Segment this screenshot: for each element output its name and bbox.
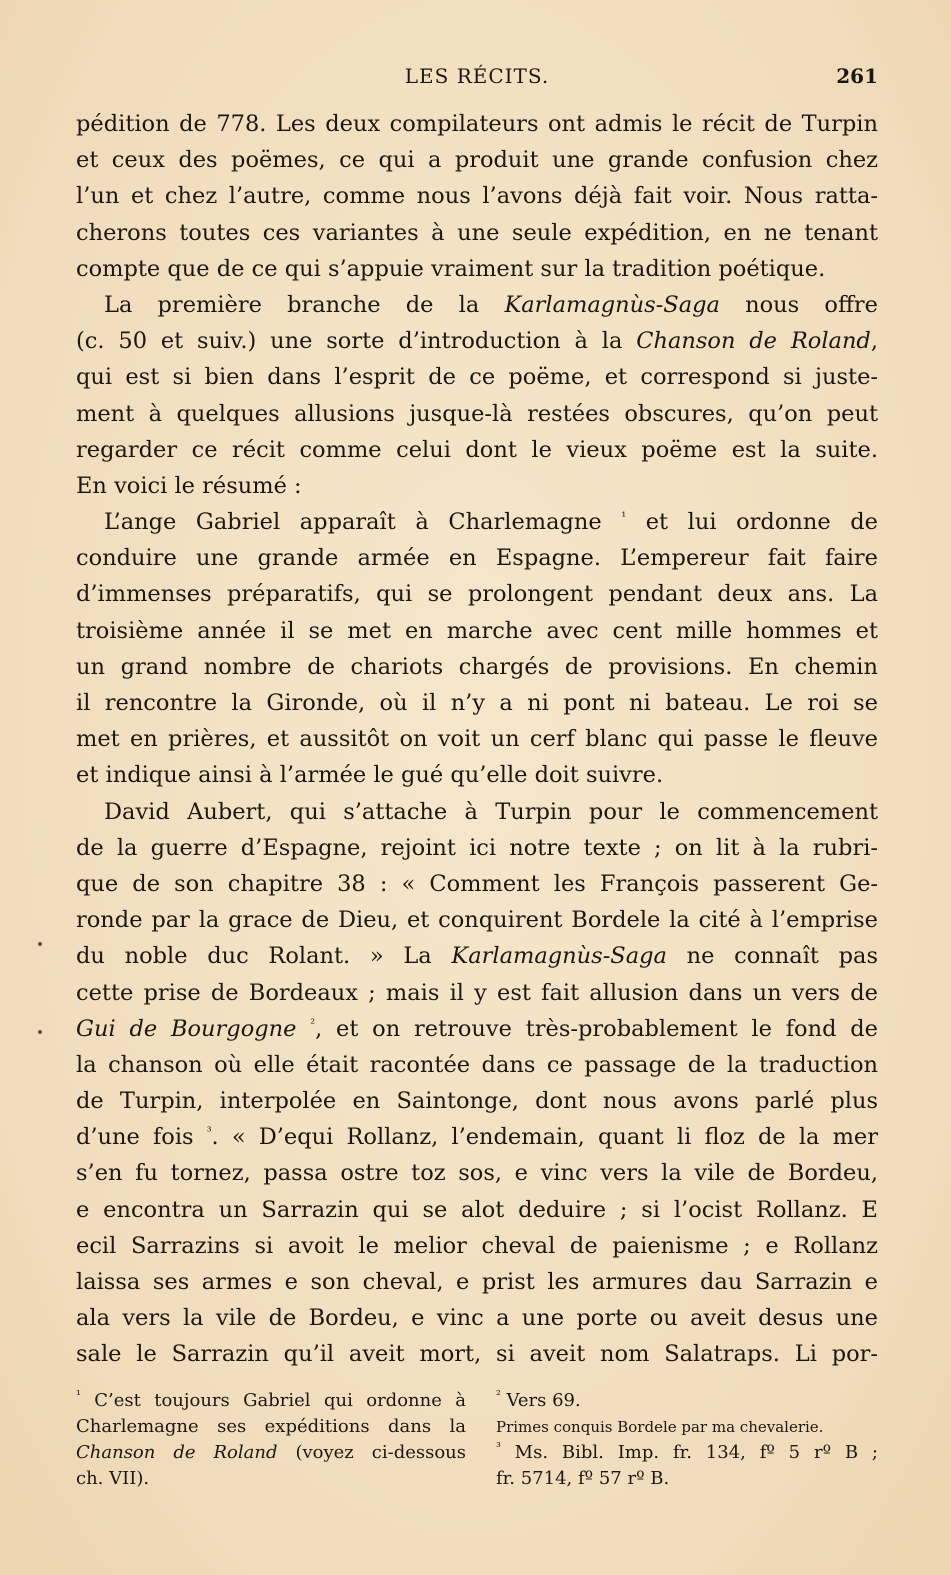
text-line: et indique ainsi à l’armée le gué qu’elle doit suivre. bbox=[76, 762, 664, 789]
text-line: il rencontre la Gironde, où il n’y a ni pont ni bateau. Le roi se bbox=[76, 690, 878, 716]
page-header bbox=[76, 62, 878, 92]
footnote-line: Charlemagne ses expéditions dans la bbox=[76, 1416, 466, 1437]
text-line: ala vers la vile de Bordeu, e vinc a une porte ou aveit desus une bbox=[76, 1305, 878, 1332]
text-line: Gui de Bourgogne $^{^2}$, et on retrouve très-probablement le fond de bbox=[76, 1015, 878, 1042]
text-line: cherons toutes ces variantes à une seule expédition, en ne tenant bbox=[76, 219, 878, 246]
text-line: (c. 50 et suiv.) une sorte d’introduction à la Chanson de Roland, bbox=[76, 328, 878, 355]
text-line: de la guerre d’Espagne, rejoint ici notre texte ; on lit à la rubri- bbox=[76, 834, 878, 861]
footnote-line: $^{^3}$ Ms. Bibl. Imp. fr. 134, fº 5 rº B ; bbox=[496, 1440, 878, 1463]
footnote-verse: Primes conquis Bordele par ma chevalerie. bbox=[496, 1418, 824, 1436]
text-line: En voici le résumé : bbox=[76, 472, 302, 499]
text-line: cette prise de Bordeaux ; mais il y est fait allusion dans un vers de bbox=[76, 979, 878, 1006]
text-line: e encontra un Sarrazin qui se alot deduire ; si l’ocist Rollanz. E bbox=[76, 1196, 878, 1223]
text-line: compte que de ce qui s’appuie vraiment sur la tradition poétique. bbox=[76, 255, 826, 282]
text-line: regarder ce récit comme celui dont le vieux poëme est la suite. bbox=[76, 436, 878, 463]
text-line: pédition de 778. Les deux compilateurs ont admis le récit de Turpin bbox=[76, 111, 878, 137]
text-line: du noble duc Rolant. » La Karlamagnùs-Saga ne connaît pas bbox=[76, 943, 878, 970]
text-line: s’en fu tornez, passa ostre toz sos, e vinc vers la vile de Bordeu, bbox=[76, 1160, 878, 1187]
footnote-line: ch. VII). bbox=[76, 1468, 150, 1489]
text-line: l’un et chez l’autre, comme nous l’avons déjà fait voir. Nous ratta- bbox=[76, 183, 878, 210]
text-line: la chanson où elle était racontée dans ce passage de la traduction bbox=[76, 1051, 878, 1078]
margin-mark bbox=[38, 942, 42, 946]
text-line: ronde par la grace de Dieu, et conquirent Bordele la cité à l’emprise bbox=[76, 907, 878, 934]
page-number: 261 bbox=[836, 64, 878, 88]
footnote-line: Chanson de Roland (voyez ci-dessous bbox=[76, 1442, 466, 1463]
text-line: met en prières, et aussitôt on voit un cerf blanc qui passe le fleuve bbox=[76, 726, 878, 753]
text-line: qui est si bien dans l’esprit de ce poëme, et correspond si juste- bbox=[76, 364, 878, 391]
text-line: L’ange Gabriel apparaît à Charlemagne $^{^1}$ et lui ordonne de bbox=[104, 509, 878, 536]
body-text bbox=[76, 106, 878, 1373]
text-line: ment à quelques allusions jusque-là restées obscures, qu’on peut bbox=[76, 400, 878, 427]
text-line: que de son chapitre 38 : « Comment les François passerent Ge- bbox=[76, 870, 878, 897]
footnote-line: $^{^1}$ C’est toujours Gabriel qui ordonne à bbox=[76, 1388, 466, 1411]
text-line: de Turpin, interpolée en Saintonge, dont nous avons parlé plus bbox=[76, 1088, 878, 1115]
text-line: La première branche de la Karlamagnùs-Saga nous offre bbox=[104, 291, 878, 318]
text-line: sale le Sarrazin qu’il aveit mort, si aveit nom Salatraps. Li por- bbox=[76, 1341, 878, 1368]
running-title: LES RÉCITS. bbox=[404, 64, 550, 88]
text-line: David Aubert, qui s’attache à Turpin pour le commencement bbox=[104, 798, 878, 825]
text-line: d’immenses préparatifs, qui se prolongent pendant deux ans. La bbox=[76, 581, 878, 608]
text-line: troisième année il se met en marche avec cent mille hommes et bbox=[76, 617, 878, 644]
text-line: un grand nombre de chariots chargés de provisions. En chemin bbox=[76, 653, 878, 680]
text-line: d’une fois $^{^3}$. « D’equi Rollanz, l’endemain, quant li floz de la mer bbox=[76, 1124, 878, 1151]
footnote-line: $^{^2}$ Vers 69. bbox=[496, 1388, 581, 1411]
footnote-line: fr. 5714, fº 57 rº B. bbox=[496, 1468, 670, 1489]
text-line: conduire une grande armée en Espagne. L’empereur fait faire bbox=[76, 545, 878, 572]
text-line: ecil Sarrazins si avoit le melior cheval de paienisme ; e Rollanz bbox=[76, 1232, 878, 1259]
text-line: et ceux des poëmes, ce qui a produit une grande confusion chez bbox=[76, 147, 878, 174]
text-line: laissa ses armes e son cheval, e prist les armures dau Sarrazin e bbox=[76, 1269, 878, 1295]
margin-mark bbox=[38, 1030, 42, 1034]
footnotes-right-column bbox=[496, 1388, 878, 1492]
footnotes-left-column bbox=[76, 1388, 466, 1492]
